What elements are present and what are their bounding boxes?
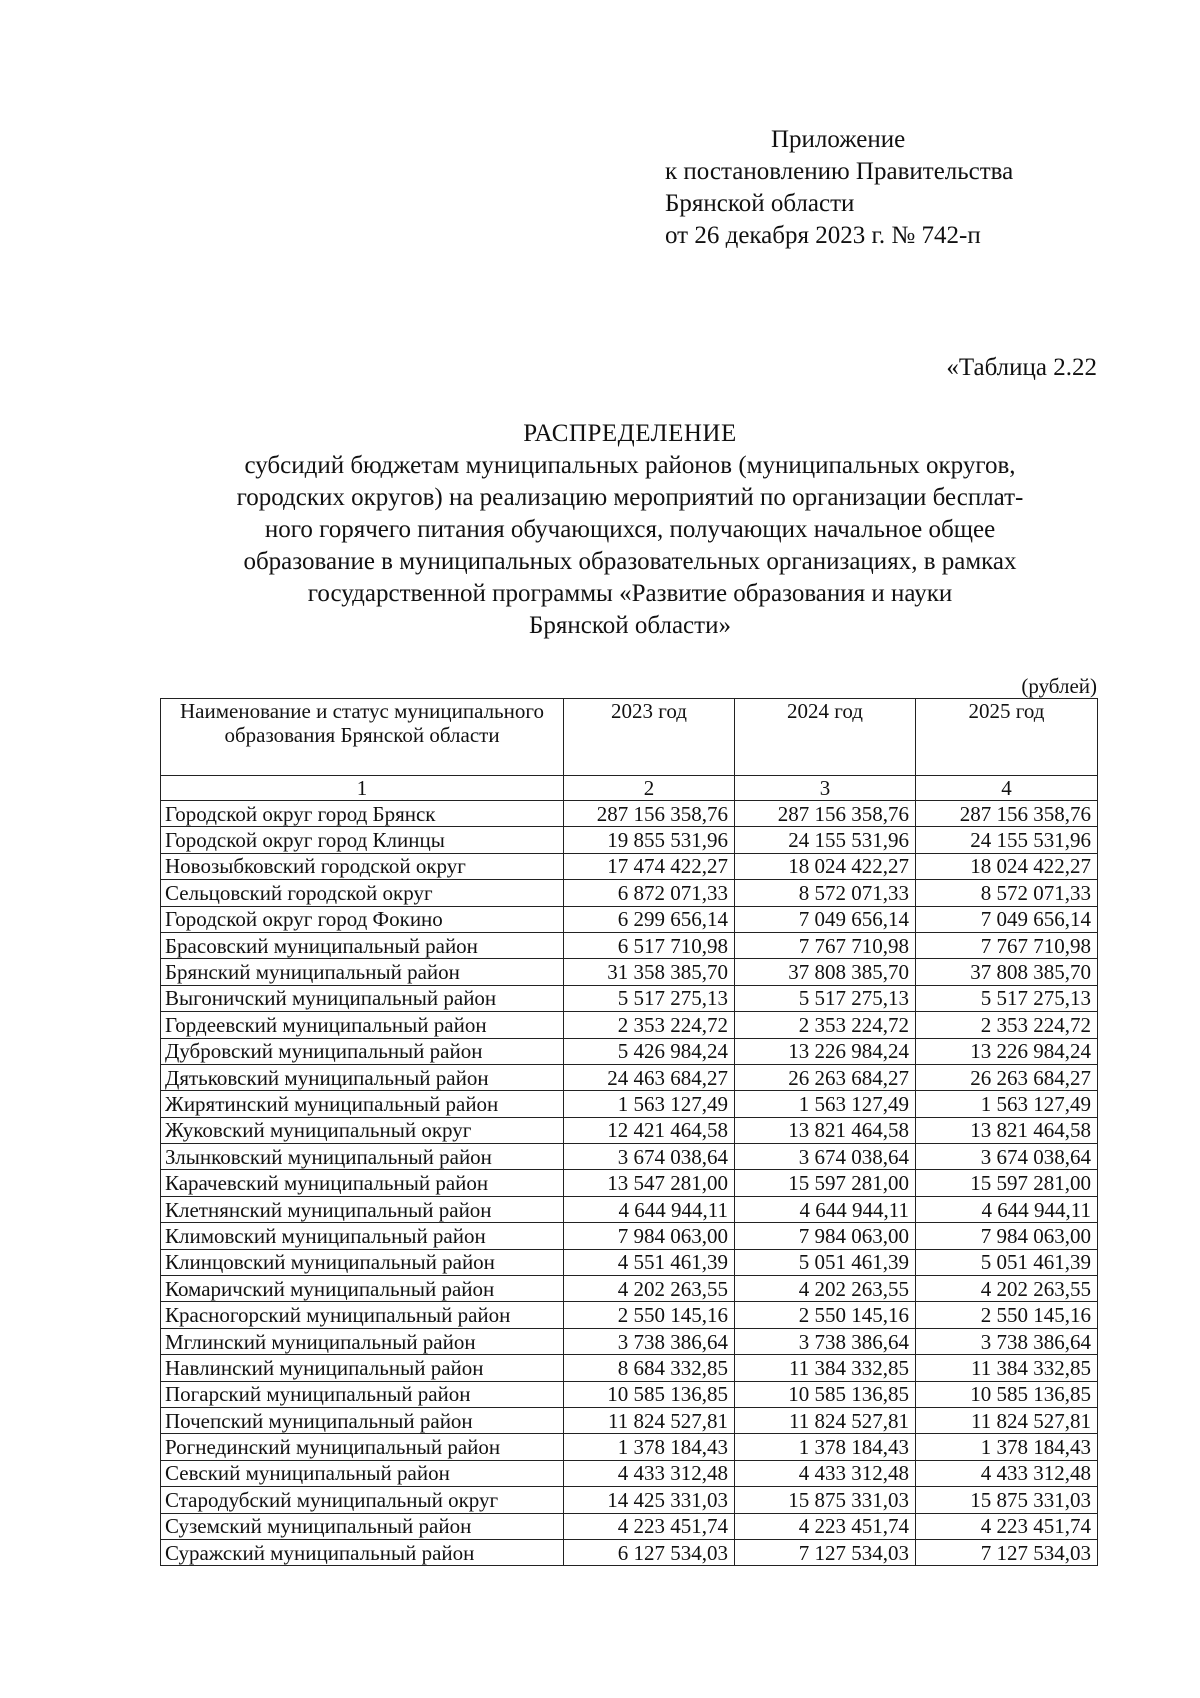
amount-2024-cell: 11 384 332,85 bbox=[735, 1355, 916, 1381]
amount-2025-cell: 11 824 527,81 bbox=[916, 1407, 1098, 1433]
table-row bbox=[161, 1355, 1098, 1381]
amount-2024-cell: 7 984 063,00 bbox=[735, 1223, 916, 1249]
units-label: (рублей) bbox=[1021, 674, 1097, 698]
amount-2024-cell: 4 644 944,11 bbox=[735, 1196, 916, 1222]
amount-2024-cell: 1 378 184,43 bbox=[735, 1434, 916, 1460]
amount-2023-cell: 4 223 451,74 bbox=[564, 1513, 735, 1539]
amount-2025-cell: 26 263 684,27 bbox=[916, 1064, 1098, 1090]
column-number: 4 bbox=[916, 776, 1098, 801]
table-row bbox=[161, 985, 1098, 1011]
amount-2024-cell: 18 024 422,27 bbox=[735, 853, 916, 879]
amount-2024-cell: 8 572 071,33 bbox=[735, 880, 916, 906]
heading-line: ного горячего питания обучающихся, получающих начальное общее bbox=[264, 516, 996, 543]
table-row bbox=[161, 1434, 1098, 1460]
amount-2024-cell: 1 563 127,49 bbox=[735, 1091, 916, 1117]
table-row bbox=[161, 1196, 1098, 1222]
amount-2023-cell: 1 378 184,43 bbox=[564, 1434, 735, 1460]
municipality-name-cell: Дубровский муниципальный район bbox=[161, 1038, 564, 1064]
table-row bbox=[161, 1460, 1098, 1486]
amount-2024-cell: 4 202 263,55 bbox=[735, 1276, 916, 1302]
municipality-name-cell: Брянский муниципальный район bbox=[161, 959, 564, 985]
table-row bbox=[161, 1223, 1098, 1249]
amount-2024-cell: 37 808 385,70 bbox=[735, 959, 916, 985]
amount-2024-cell: 3 738 386,64 bbox=[735, 1328, 916, 1354]
municipality-name-cell: Клетнянский муниципальный район bbox=[161, 1196, 564, 1222]
amount-2024-cell: 15 875 331,03 bbox=[735, 1487, 916, 1513]
amount-2024-cell: 15 597 281,00 bbox=[735, 1170, 916, 1196]
amount-2025-cell: 13 821 464,58 bbox=[916, 1117, 1098, 1143]
amount-2025-cell: 2 353 224,72 bbox=[916, 1012, 1098, 1038]
amount-2024-cell: 26 263 684,27 bbox=[735, 1064, 916, 1090]
heading-line: государственной программы «Развитие образования и науки bbox=[307, 580, 953, 607]
amount-2024-cell: 287 156 358,76 bbox=[735, 801, 916, 827]
amount-2023-cell: 7 984 063,00 bbox=[564, 1223, 735, 1249]
amount-2024-cell: 13 821 464,58 bbox=[735, 1117, 916, 1143]
amount-2023-cell: 5 426 984,24 bbox=[564, 1038, 735, 1064]
amount-2024-cell: 11 824 527,81 bbox=[735, 1407, 916, 1433]
amount-2025-cell: 4 644 944,11 bbox=[916, 1196, 1098, 1222]
municipality-name-cell: Клинцовский муниципальный район bbox=[161, 1249, 564, 1275]
table-row bbox=[161, 853, 1098, 879]
column-numbers-row bbox=[161, 776, 1098, 801]
amount-2023-cell: 17 474 422,27 bbox=[564, 853, 735, 879]
table-row bbox=[161, 801, 1098, 827]
amount-2025-cell: 13 226 984,24 bbox=[916, 1038, 1098, 1064]
table-row bbox=[161, 932, 1098, 958]
column-header-2024: 2024 год bbox=[735, 699, 916, 776]
table-row bbox=[161, 1539, 1098, 1565]
amount-2025-cell: 15 875 331,03 bbox=[916, 1487, 1098, 1513]
municipality-name-cell: Городской округ город Брянск bbox=[161, 801, 564, 827]
amount-2024-cell: 5 051 461,39 bbox=[735, 1249, 916, 1275]
appendix-title: Приложение bbox=[771, 126, 906, 153]
appendix-region: Брянской области bbox=[665, 190, 855, 217]
municipality-name-cell: Почепский муниципальный район bbox=[161, 1407, 564, 1433]
table-row bbox=[161, 1144, 1098, 1170]
amount-2023-cell: 4 202 263,55 bbox=[564, 1276, 735, 1302]
table-row bbox=[161, 827, 1098, 853]
amount-2025-cell: 4 223 451,74 bbox=[916, 1513, 1098, 1539]
amount-2023-cell: 31 358 385,70 bbox=[564, 959, 735, 985]
appendix-date-number: от 26 декабря 2023 г. № 742-п bbox=[665, 222, 981, 249]
table-row bbox=[161, 1487, 1098, 1513]
table-body bbox=[161, 801, 1098, 1566]
amount-2023-cell: 287 156 358,76 bbox=[564, 801, 735, 827]
amount-2023-cell: 4 433 312,48 bbox=[564, 1460, 735, 1486]
amount-2023-cell: 12 421 464,58 bbox=[564, 1117, 735, 1143]
heading-line: городских округов) на реализацию мероприятий по организации бесплат- bbox=[236, 484, 1024, 511]
amount-2024-cell: 4 433 312,48 bbox=[735, 1460, 916, 1486]
amount-2023-cell: 5 517 275,13 bbox=[564, 985, 735, 1011]
table-header-row bbox=[161, 699, 1098, 776]
municipality-name-cell: Суражский муниципальный район bbox=[161, 1539, 564, 1565]
column-number: 3 bbox=[735, 776, 916, 801]
amount-2024-cell: 7 049 656,14 bbox=[735, 906, 916, 932]
municipality-name-cell: Дятьковский муниципальный район bbox=[161, 1064, 564, 1090]
table-label: «Таблица 2.22 bbox=[946, 354, 1097, 381]
table-row bbox=[161, 906, 1098, 932]
table-row bbox=[161, 1407, 1098, 1433]
table-row bbox=[161, 1381, 1098, 1407]
table-row bbox=[161, 1328, 1098, 1354]
amount-2025-cell: 1 563 127,49 bbox=[916, 1091, 1098, 1117]
amount-2025-cell: 7 049 656,14 bbox=[916, 906, 1098, 932]
amount-2023-cell: 14 425 331,03 bbox=[564, 1487, 735, 1513]
amount-2024-cell: 2 353 224,72 bbox=[735, 1012, 916, 1038]
amount-2023-cell: 6 127 534,03 bbox=[564, 1539, 735, 1565]
amount-2023-cell: 8 684 332,85 bbox=[564, 1355, 735, 1381]
table-row bbox=[161, 1513, 1098, 1539]
amount-2025-cell: 18 024 422,27 bbox=[916, 853, 1098, 879]
heading-line: образование в муниципальных образовательных организациях, в рамках bbox=[243, 548, 1017, 575]
amount-2025-cell: 287 156 358,76 bbox=[916, 801, 1098, 827]
amount-2023-cell: 2 550 145,16 bbox=[564, 1302, 735, 1328]
amount-2024-cell: 7 767 710,98 bbox=[735, 932, 916, 958]
amount-2023-cell: 19 855 531,96 bbox=[564, 827, 735, 853]
amount-2025-cell: 5 051 461,39 bbox=[916, 1249, 1098, 1275]
amount-2023-cell: 6 299 656,14 bbox=[564, 906, 735, 932]
municipality-name-cell: Мглинский муниципальный район bbox=[161, 1328, 564, 1354]
amount-2025-cell: 10 585 136,85 bbox=[916, 1381, 1098, 1407]
document-heading bbox=[160, 418, 1100, 642]
heading-line: субсидий бюджетам муниципальных районов (муниципальных округов, bbox=[244, 452, 1016, 479]
municipality-name-cell: Навлинский муниципальный район bbox=[161, 1355, 564, 1381]
amount-2023-cell: 2 353 224,72 bbox=[564, 1012, 735, 1038]
column-number: 1 bbox=[161, 776, 564, 801]
amount-2023-cell: 3 674 038,64 bbox=[564, 1144, 735, 1170]
amount-2025-cell: 5 517 275,13 bbox=[916, 985, 1098, 1011]
column-header-2025: 2025 год bbox=[916, 699, 1098, 776]
amount-2024-cell: 5 517 275,13 bbox=[735, 985, 916, 1011]
table-row bbox=[161, 1064, 1098, 1090]
amount-2025-cell: 7 127 534,03 bbox=[916, 1539, 1098, 1565]
municipality-name-cell: Комаричский муниципальный район bbox=[161, 1276, 564, 1302]
municipality-name-cell: Новозыбковский городской округ bbox=[161, 853, 564, 879]
amount-2025-cell: 1 378 184,43 bbox=[916, 1434, 1098, 1460]
municipality-name-cell: Городской округ город Фокино bbox=[161, 906, 564, 932]
amount-2025-cell: 3 674 038,64 bbox=[916, 1144, 1098, 1170]
amount-2023-cell: 1 563 127,49 bbox=[564, 1091, 735, 1117]
municipality-name-cell: Стародубский муниципальный округ bbox=[161, 1487, 564, 1513]
column-number: 2 bbox=[564, 776, 735, 801]
municipality-name-cell: Выгоничский муниципальный район bbox=[161, 985, 564, 1011]
amount-2024-cell: 7 127 534,03 bbox=[735, 1539, 916, 1565]
table-row bbox=[161, 1302, 1098, 1328]
municipality-name-cell: Злынковский муниципальный район bbox=[161, 1144, 564, 1170]
amount-2023-cell: 11 824 527,81 bbox=[564, 1407, 735, 1433]
table-row bbox=[161, 1249, 1098, 1275]
amount-2023-cell: 24 463 684,27 bbox=[564, 1064, 735, 1090]
heading-line: Брянской области» bbox=[529, 612, 731, 639]
heading-title: РАСПРЕДЕЛЕНИЕ bbox=[523, 420, 737, 447]
appendix-resolution: к постановлению Правительства bbox=[665, 158, 1014, 185]
amount-2025-cell: 24 155 531,96 bbox=[916, 827, 1098, 853]
municipality-name-cell: Погарский муниципальный район bbox=[161, 1381, 564, 1407]
amount-2025-cell: 11 384 332,85 bbox=[916, 1355, 1098, 1381]
municipality-name-cell: Красногорский муниципальный район bbox=[161, 1302, 564, 1328]
table-row bbox=[161, 1038, 1098, 1064]
amount-2023-cell: 13 547 281,00 bbox=[564, 1170, 735, 1196]
amount-2025-cell: 4 433 312,48 bbox=[916, 1460, 1098, 1486]
municipality-name-cell: Городской округ город Клинцы bbox=[161, 827, 564, 853]
table-row bbox=[161, 1276, 1098, 1302]
amount-2025-cell: 3 738 386,64 bbox=[916, 1328, 1098, 1354]
table-row bbox=[161, 880, 1098, 906]
column-header-2023: 2023 год bbox=[564, 699, 735, 776]
amount-2024-cell: 13 226 984,24 bbox=[735, 1038, 916, 1064]
amount-2025-cell: 8 572 071,33 bbox=[916, 880, 1098, 906]
table-row bbox=[161, 959, 1098, 985]
amount-2025-cell: 7 767 710,98 bbox=[916, 932, 1098, 958]
municipality-name-cell: Карачевский муниципальный район bbox=[161, 1170, 564, 1196]
amount-2024-cell: 2 550 145,16 bbox=[735, 1302, 916, 1328]
amount-2023-cell: 4 551 461,39 bbox=[564, 1249, 735, 1275]
amount-2024-cell: 24 155 531,96 bbox=[735, 827, 916, 853]
column-header-name: Наименование и статус муниципального образования Брянской области bbox=[161, 699, 564, 776]
amount-2024-cell: 3 674 038,64 bbox=[735, 1144, 916, 1170]
table-row bbox=[161, 1170, 1098, 1196]
municipality-name-cell: Севский муниципальный район bbox=[161, 1460, 564, 1486]
municipality-name-cell: Брасовский муниципальный район bbox=[161, 932, 564, 958]
amount-2025-cell: 4 202 263,55 bbox=[916, 1276, 1098, 1302]
amount-2023-cell: 4 644 944,11 bbox=[564, 1196, 735, 1222]
municipality-name-cell: Рогнединский муниципальный район bbox=[161, 1434, 564, 1460]
appendix-block bbox=[665, 124, 1013, 252]
table-row bbox=[161, 1012, 1098, 1038]
subsidy-table bbox=[160, 698, 1098, 1566]
municipality-name-cell: Сельцовский городской округ bbox=[161, 880, 564, 906]
table-row bbox=[161, 1117, 1098, 1143]
municipality-name-cell: Гордеевский муниципальный район bbox=[161, 1012, 564, 1038]
amount-2023-cell: 3 738 386,64 bbox=[564, 1328, 735, 1354]
amount-2023-cell: 6 517 710,98 bbox=[564, 932, 735, 958]
amount-2025-cell: 2 550 145,16 bbox=[916, 1302, 1098, 1328]
amount-2023-cell: 10 585 136,85 bbox=[564, 1381, 735, 1407]
municipality-name-cell: Жуковский муниципальный округ bbox=[161, 1117, 564, 1143]
municipality-name-cell: Суземский муниципальный район bbox=[161, 1513, 564, 1539]
municipality-name-cell: Жирятинский муниципальный район bbox=[161, 1091, 564, 1117]
amount-2024-cell: 4 223 451,74 bbox=[735, 1513, 916, 1539]
amount-2025-cell: 7 984 063,00 bbox=[916, 1223, 1098, 1249]
amount-2025-cell: 37 808 385,70 bbox=[916, 959, 1098, 985]
amount-2023-cell: 6 872 071,33 bbox=[564, 880, 735, 906]
table-row bbox=[161, 1091, 1098, 1117]
amount-2024-cell: 10 585 136,85 bbox=[735, 1381, 916, 1407]
amount-2025-cell: 15 597 281,00 bbox=[916, 1170, 1098, 1196]
municipality-name-cell: Климовский муниципальный район bbox=[161, 1223, 564, 1249]
